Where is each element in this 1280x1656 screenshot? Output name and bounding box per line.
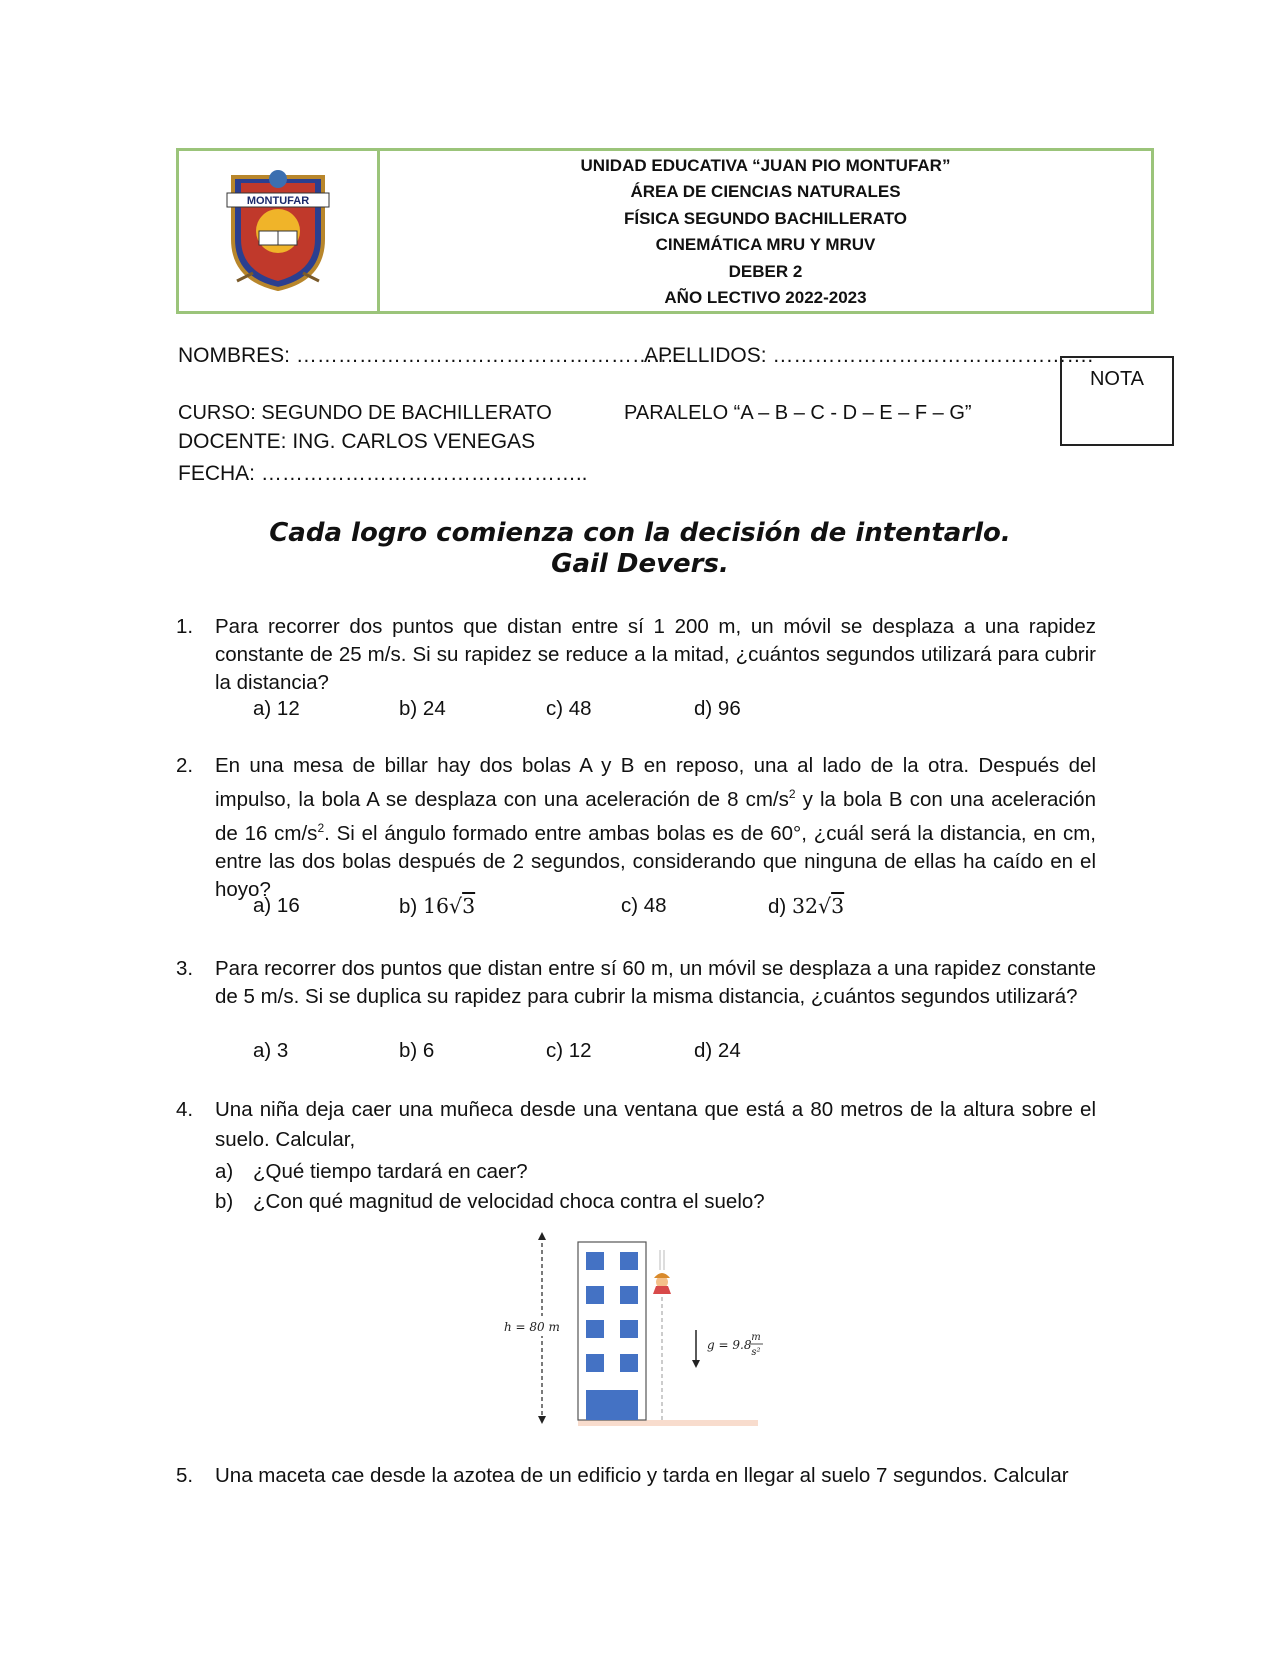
question-number: 1. [176, 615, 194, 638]
q4-sub-a: ¿Qué tiempo tardará en caer? [253, 1160, 528, 1183]
question-number: 2. [176, 754, 194, 777]
q3-option-a: a) 3 [253, 1039, 289, 1062]
q3-option-d: d) 24 [694, 1039, 741, 1062]
q2-option-a: a) 16 [253, 894, 300, 917]
school-crest-icon [223, 169, 333, 293]
subject-name: FÍSICA SEGUNDO BACHILLERATO [623, 208, 908, 228]
q4-sub-b: ¿Con qué magnitud de velocidad choca contra el suelo? [253, 1190, 765, 1213]
question-text: Una niña deja caer una muñeca desde una ventana que está a 80 metros de la altura sobre el suelo. Calcular, [215, 1098, 1096, 1151]
window [620, 1320, 638, 1338]
school-name: UNIDAD EDUCATIVA “JUAN PIO MONTUFAR” [580, 155, 951, 175]
question-4 [176, 1095, 1096, 1155]
paralelo-field: PARALELO “A – B – C - D – E – F – G” [624, 402, 972, 424]
q3-option-c: c) 12 [546, 1039, 592, 1062]
question-text: Para recorrer dos puntos que distan entre sí 60 m, un móvil se desplaza a una rapidez constante de 5 m/s. Si se duplica su rapidez para cubrir la misma distancia, ¿cuántos segundos utilizará? [215, 957, 1096, 1008]
arrow-down-icon [538, 1416, 546, 1424]
q2-option-d-coef: 32 [791, 894, 819, 918]
q2-option-b-label: b) [399, 895, 418, 918]
q4-sub-a-label: a) [215, 1160, 234, 1183]
q1-option-b: b) 24 [399, 697, 446, 720]
window [586, 1320, 604, 1338]
q2-option-b-root: 3 [462, 894, 476, 918]
window [620, 1354, 638, 1372]
height-label: h = 80 m [504, 1320, 560, 1334]
nota-box [1060, 356, 1174, 446]
ground [578, 1420, 758, 1426]
question-number: 5. [176, 1464, 194, 1487]
assignment-name: DEBER 2 [728, 261, 803, 281]
arrow-up-icon [538, 1232, 546, 1240]
window [586, 1252, 604, 1270]
q2-option-d [768, 894, 844, 919]
q2-option-b [399, 894, 475, 919]
window [620, 1286, 638, 1304]
window [586, 1286, 604, 1304]
curso-field: CURSO: SEGUNDO DE BACHILLERATO [178, 402, 552, 424]
q2-exponent-2: 2 [317, 820, 325, 835]
school-year: AÑO LECTIVO 2022-2023 [664, 288, 867, 307]
q2-text-part-2: y la bola B con una aceleración de 16 cm/s [215, 787, 1096, 845]
quote-author: Gail Devers. [551, 549, 729, 579]
q2-option-c: c) 48 [621, 894, 667, 917]
logo-text: MONTUFAR [246, 195, 310, 207]
gravity-unit-num: m [751, 1332, 761, 1343]
q2-text-part-1: En una mesa de billar hay dos bolas A y B en reposo, una al lado de la otra. Después del impulso, la bola A se desplaza con una aceleración de 8 cm/s [215, 754, 1096, 811]
area-name: ÁREA DE CIENCIAS NATURALES [630, 182, 901, 201]
school-logo-cell [179, 151, 380, 311]
question-text [215, 752, 1096, 904]
sqrt-icon: √ [449, 894, 463, 918]
apellidos-field: APELLIDOS: ………………………………………. [644, 344, 1094, 367]
header-table [176, 148, 1154, 314]
building-figure [500, 1230, 770, 1430]
quote-line-1: Cada logro comienza con la decisión de intentarlo. [269, 518, 1011, 548]
question-5 [176, 1462, 1156, 1490]
doll-icon [653, 1273, 671, 1294]
sqrt-icon: √ [818, 894, 832, 918]
q3-option-b: b) 6 [399, 1039, 435, 1062]
q2-text-part-3: . Si el ángulo formado entre ambas bolas es de 60°, ¿cuál será la distancia, en cm, entre las dos bolas después de 2 segundos, considerando que ninguna de ellas ha caído en el hoyo? [215, 821, 1096, 901]
window [586, 1354, 604, 1372]
question-2 [176, 752, 1096, 904]
q4-sub-b-label: b) [215, 1190, 234, 1213]
q1-option-d: d) 96 [694, 697, 741, 720]
nota-label: NOTA [1089, 368, 1145, 390]
question-number: 3. [176, 957, 194, 980]
question-3 [176, 955, 1096, 1011]
q2-option-b-coef: 16 [422, 894, 450, 918]
q2-option-d-root: 3 [831, 894, 845, 918]
question-number: 4. [176, 1098, 194, 1121]
question-text: Para recorrer dos puntos que distan entre sí 1 200 m, un móvil se desplaza a una rapidez constante de 25 m/s. Si su rapidez se reduce a la mitad, ¿cuántos segundos utilizará para cubrir la distancia? [215, 615, 1096, 694]
door [586, 1390, 638, 1420]
q1-option-c: c) 48 [546, 697, 592, 720]
header-titles [380, 151, 1151, 311]
q1-option-a: a) 12 [253, 697, 300, 720]
topic-name: CINEMÁTICA MRU Y MRUV [655, 235, 876, 254]
nombres-field: NOMBRES: ………………………………………………. [178, 344, 680, 367]
question-1 [176, 613, 1096, 697]
q2-option-d-label: d) [768, 895, 787, 918]
gravity-unit-den: s² [751, 1347, 761, 1358]
gravity-label: g = 9.8 [707, 1338, 752, 1352]
fecha-field: FECHA: ……………………………………….. [178, 462, 588, 485]
q2-exponent-1: 2 [788, 787, 796, 801]
arrow-down-icon [692, 1360, 700, 1368]
window [620, 1252, 638, 1270]
docente-field: DOCENTE: ING. CARLOS VENEGAS [178, 430, 536, 453]
question-text: Una maceta cae desde la azotea de un edificio y tarda en llegar al suelo 7 segundos. Calcular [215, 1464, 1069, 1487]
